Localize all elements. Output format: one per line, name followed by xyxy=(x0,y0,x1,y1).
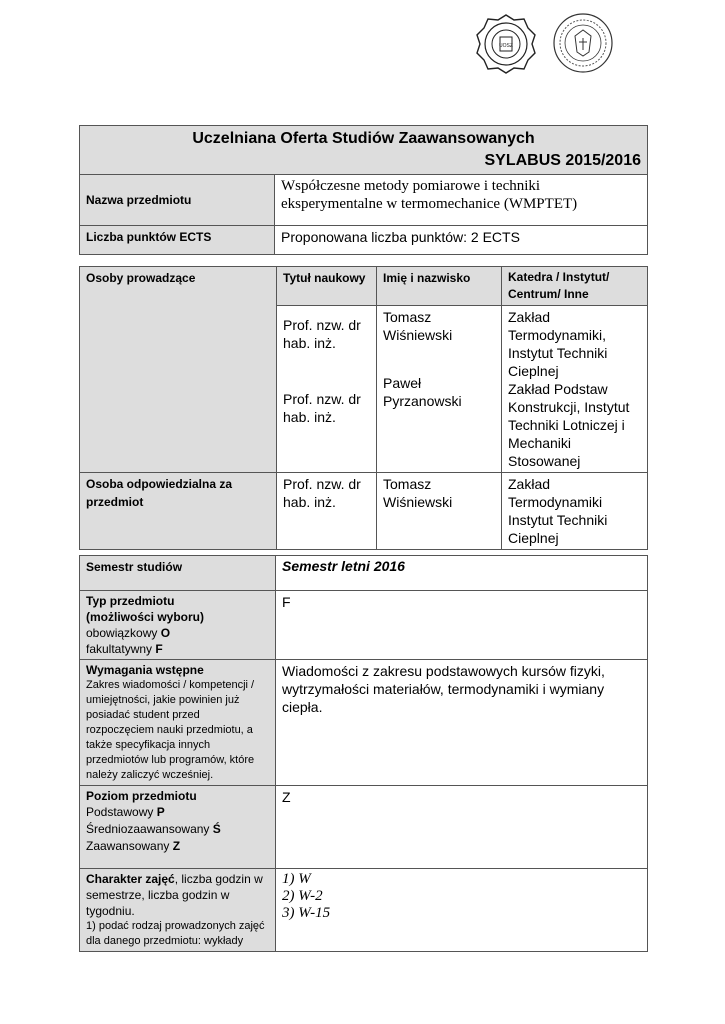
lecturer-1-dept: Zakład Termodynamiki, Instytut Techniki Cieplnej xyxy=(508,309,608,379)
responsible-name: Tomasz Wiśniewski xyxy=(383,476,453,510)
responsible-title: Prof. nzw. dr hab. inż. xyxy=(283,476,361,510)
responsible-title-cell xyxy=(277,473,377,550)
semester-label-cell xyxy=(80,556,276,591)
lecturer-titles-cell xyxy=(277,306,377,473)
lecturer-2-dept: Zakład Podstaw Konstrukcji, Instytut Techniki Lotniczej i Mechaniki Stosowanej xyxy=(508,381,630,469)
type-option-mandatory-text: obowiązkowy xyxy=(86,626,161,640)
course-name-label: Nazwa przedmiotu xyxy=(86,193,192,207)
responsible-label: Osoba odpowiedzialna za przedmiot xyxy=(86,477,233,509)
lecturer-2-name: Paweł Pyrzanowski xyxy=(383,375,462,409)
staff-table xyxy=(79,266,648,550)
col-name-header xyxy=(377,267,502,306)
uosz-logo-text: UOSZ xyxy=(499,43,513,49)
class-type-value-3: 3) W-15 xyxy=(282,905,331,921)
ects-label: Liczba punktów ECTS xyxy=(86,230,212,244)
type-option-elective-code: F xyxy=(155,642,163,656)
responsible-dept: Zakład Termodynamiki Instytut Techniki Cieplnej xyxy=(508,476,608,546)
lecturers-label-cell xyxy=(80,267,277,473)
col-dept-header xyxy=(502,267,648,306)
class-type-label-bold: Charakter zajęć xyxy=(86,872,175,886)
level-option-advanced-code: Z xyxy=(172,839,181,853)
course-name-label-cell xyxy=(80,175,275,226)
requirements-value: Wiadomości z zakresu podstawowych kursów fizyki, wytrzymałości materiałów, termodynamiki i wymiany ciepła. xyxy=(282,663,605,715)
type-option-elective xyxy=(86,641,269,657)
level-cell xyxy=(276,786,648,869)
type-option-elective-text: fakultatywny xyxy=(86,642,156,656)
class-type-label-rest: , liczba godzin w semestrze, liczba godzin w tygodniu. xyxy=(86,872,263,918)
lecturer-1-name: Tomasz Wiśniewski xyxy=(383,309,453,343)
col-title-label: Tytuł naukowy xyxy=(283,271,366,285)
requirements-label-cell xyxy=(80,660,276,786)
level-option-advanced xyxy=(86,838,269,855)
level-option-intermediate-text: Średniozaawansowany xyxy=(86,822,213,836)
col-title-header xyxy=(277,267,377,306)
lecturer-2-title: Prof. nzw. dr hab. inż. xyxy=(283,391,361,425)
syllabus-year: SYLABUS 2015/2016 xyxy=(484,152,641,169)
lecturer-names-cell xyxy=(377,306,502,473)
requirements-cell xyxy=(276,660,648,786)
responsible-dept-cell xyxy=(502,473,648,550)
lecturers-label: Osoby prowadzące xyxy=(86,271,196,285)
type-value: F xyxy=(282,594,291,610)
header-cell xyxy=(80,126,648,175)
type-label-2: (możliwości wyboru) xyxy=(86,610,205,624)
semester-label: Semestr studiów xyxy=(86,560,183,574)
responsible-name-cell xyxy=(377,473,502,550)
level-option-advanced-text: Zaawansowany xyxy=(86,839,173,853)
uosz-logo xyxy=(476,14,536,74)
level-option-basic-code: P xyxy=(156,805,165,819)
lecturer-depts-cell xyxy=(502,306,648,473)
type-option-mandatory xyxy=(86,625,269,641)
requirements-label: Wymagania wstępne xyxy=(86,663,204,677)
semester-cell xyxy=(276,556,648,591)
type-cell xyxy=(276,591,648,660)
class-type-value-2: 2) W-2 xyxy=(282,888,323,904)
level-option-intermediate xyxy=(86,821,269,838)
ects-cell xyxy=(275,226,648,255)
level-option-intermediate-code: Ś xyxy=(212,822,221,836)
col-name-label: Imię i nazwisko xyxy=(383,271,471,285)
type-label-cell xyxy=(80,591,276,660)
type-option-mandatory-code: O xyxy=(160,626,171,640)
page-title: Uczelniana Oferta Studiów Zaawansowanych xyxy=(192,130,535,147)
level-value: Z xyxy=(282,789,291,805)
ects-value: Proponowana liczba punktów: 2 ECTS xyxy=(281,229,520,245)
course-details-table xyxy=(79,555,648,952)
class-type-label xyxy=(86,871,269,919)
pw-seal xyxy=(553,12,613,74)
ects-label-cell xyxy=(80,226,275,255)
course-name-value: Współczesne metody pomiarowe i techniki eksperymentalne w termomechanice (WMPTET) xyxy=(281,178,578,212)
lecturer-1-title: Prof. nzw. dr hab. inż. xyxy=(283,317,361,351)
level-option-basic xyxy=(86,804,269,821)
class-type-note: 1) podać rodzaj prowadzonych zajęć dla danego przedmiotu: wykłady xyxy=(86,920,265,947)
semester-value: Semestr letni 2016 xyxy=(282,558,405,574)
syllabus-header-table xyxy=(79,125,648,255)
class-type-label-cell xyxy=(80,869,276,952)
class-type-cell xyxy=(276,869,648,952)
requirements-description: Zakres wiadomości / kompetencji / umiejętności, jakie powinien już posiadać student przed rozpoczęciem nauki przedmiotu, a także specyfikacja innych przedmiotów lub programów, które należy zaliczyć wcześniej. xyxy=(86,679,255,781)
type-label: Typ przedmiotu xyxy=(86,594,175,608)
level-label: Poziom przedmiotu xyxy=(86,789,197,803)
course-name-cell xyxy=(275,175,648,226)
responsible-label-cell xyxy=(80,473,277,550)
class-type-value-1: 1) W xyxy=(282,871,311,887)
col-dept-label: Katedra / Instytut/ Centrum/ Inne xyxy=(508,270,610,301)
level-label-cell xyxy=(80,786,276,869)
level-option-basic-text: Podstawowy xyxy=(86,805,157,819)
